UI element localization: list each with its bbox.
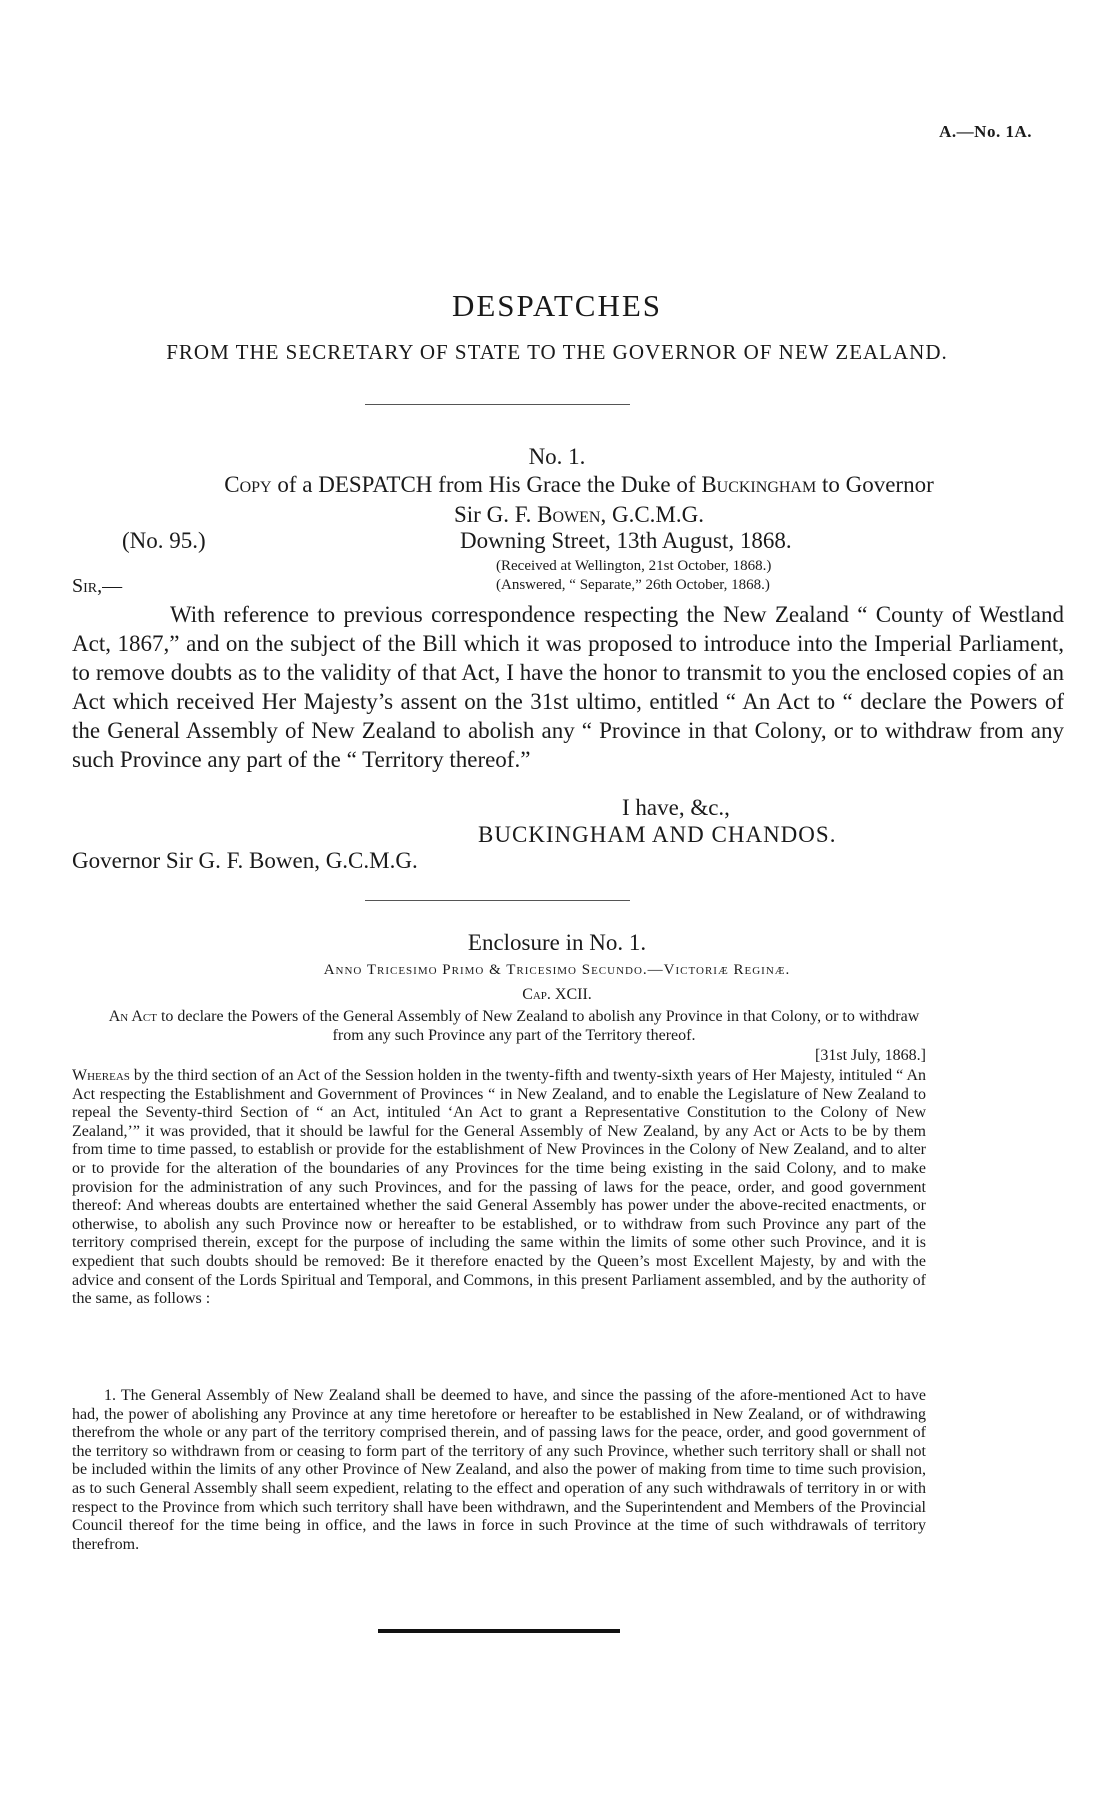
despatch-reference-number: (No. 95.) (122, 528, 206, 553)
document-title: DESPATCHES (451, 288, 663, 323)
enclosure-title: Enclosure in No. 1. (467, 930, 647, 955)
section-1-text: 1. The General Assembly of New Zealand shall be deemed to have, and since the passing of the afore-mentioned Act to have had, the power of abolishing any Province at any time heretofore or hereafter to be established in New Zealand, or of withdrawing therefrom the whole or any part of the territory comprised therein, and of passing laws for the peace, order, and good government of the territory so withdrawn from or ceasing to form part of the territory of any such Province, whether such territory shall or shall not be included within the limits of any other Province of New Zealand, and also the power of making from time to time such provision, as to such General Assembly shall seem expedient, relating to the effect and operation of any such withdrawals of territory in or with respect to the Province from which such territory shall have been withdrawn, and the Superintendent and Members of the Provincial Council thereof for the time being in office, and the laws in force in such Province at the time of such withdrawals of territory therefrom. (72, 1387, 926, 1553)
despatch-body: With reference to previous correspondence respecting the New Zealand “ County of Westland Act, 1867,” and on the subject of the Bill which it was proposed to introduce into the Imperial Parliament, to remove doubts as to the validity of that Act, I have the honor to transmit to you the enclosed copies of an Act which received Her Majesty’s assent on the 31st ultimo, entitled “ An Act to “ declare the Powers of the General Assembly of New Zealand to abolish any “ Province in that Colony, or to withdraw from any such Province any part of the “ Territory thereof.” (72, 602, 1064, 772)
act-date: [31st July, 1868.] (815, 1047, 926, 1064)
chapter-number: Cap. XCII. (522, 986, 592, 1003)
divider-rule (365, 900, 630, 901)
receipt-notes (496, 557, 771, 595)
page-reference: A.—No. 1A. (939, 122, 1032, 141)
despatch-heading (84, 470, 1074, 530)
document-subtitle: FROM THE SECRETARY OF STATE TO THE GOVERNOR OF NEW ZEALAND. (166, 340, 948, 364)
act-preamble (72, 1067, 926, 1309)
addressee: Governor Sir G. F. Bowen, G.C.M.G. (72, 848, 418, 873)
heading-part-a: of a DESPATCH from His Grace the Duke of (271, 472, 702, 497)
governor-honours: , G.C.M.G. (600, 502, 704, 527)
signatory: BUCKINGHAM AND CHANDOS. (478, 822, 837, 847)
closing: I have, &c., (622, 795, 730, 820)
act-title-text: to declare the Powers of the General Assembly of New Zealand to abolish any Province in that Colony, or to withdraw from any such Province any part of the Territory thereof. (156, 1008, 920, 1044)
end-rule (378, 1629, 620, 1633)
despatch-place-date: Downing Street, 13th August, 1868. (460, 528, 792, 553)
salutation: Sir,— (72, 575, 123, 597)
act-title (102, 1007, 926, 1045)
divider-rule (365, 404, 630, 405)
answered-note: (Answered, “ Separate,” 26th October, 1868.) (496, 577, 770, 593)
preamble-text: by the third section of an Act of the Session holden in the twenty-fifth and twenty-sixth years of Her Majesty, intituled “ An Act respecting the Establishment and Government of Provinces “ in New Zealand, and to enable the Legislature of New Zealand to repeal the Seventy-third Section of “ an Act, intituled ‘An Act to grant a Representative Constitution to the Colony of New Zealand,’” it was provided, that it should be lawful for the General Assembly of New Zealand, by any Act or Acts to be by them from time to time passed, to establish or provide for the establishment of New Provinces in the Colony of New Zealand, and to alter or to provide for the alteration of the boundaries of any Provinces for the time being existing in the said Colony, and to make provision for the administration of any such Provinces, and for the passing of laws for the peace, order, and good government thereof: And whereas doubts are entertained whether the said General Assembly has power under the above-recited enactments, or otherwise, to abolish any such Province now or hereafter to be established, or to withdraw from such Province any part of the territory comprised therein, except for the purpose of including the same within the limits of some other such Province, and it is expedient that such doubts should be removed: Be it therefore enacted by the Queen’s most Excellent Majesty, by and with the advice and consent of the Lords Spiritual and Temporal, and Commons, in this present Parliament assembled, and by the authority of the same, as follows : (72, 1067, 926, 1308)
act-section-1 (72, 1387, 926, 1554)
regnal-year: Anno Tricesimo Primo & Tricesimo Secundo.—Victoriæ Reginæ. (323, 962, 791, 978)
governor-prefix: Sir G. F. (454, 502, 538, 527)
heading-part-b: to Governor (816, 472, 934, 497)
despatch-number: No. 1. (528, 444, 586, 469)
duke-name: Buckingham (701, 472, 817, 497)
act-lead: An Act (108, 1008, 157, 1025)
copy-word: Copy (224, 472, 272, 497)
received-note: (Received at Wellington, 21st October, 1868.) (496, 558, 772, 574)
whereas-word: Whereas (72, 1067, 130, 1084)
governor-name: Bowen (537, 502, 601, 527)
